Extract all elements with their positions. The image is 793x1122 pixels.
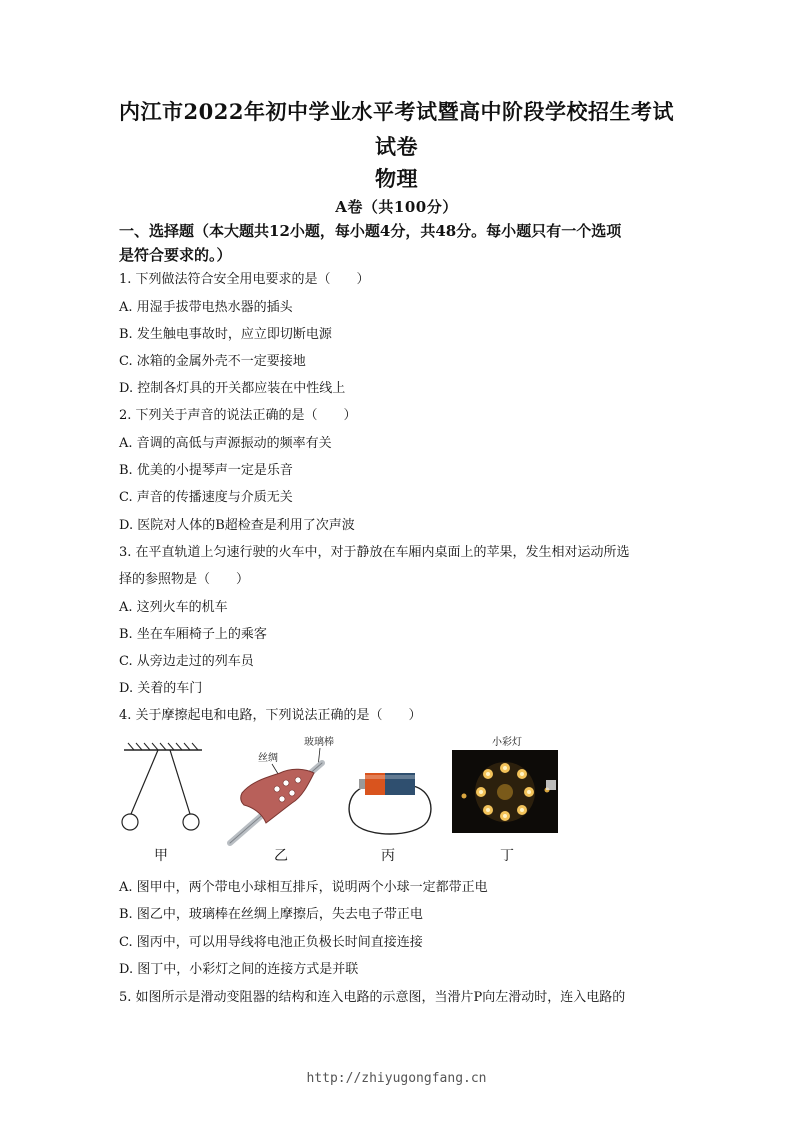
question-4-stem: 4. 关于摩擦起电和电路，下列说法正确的是（ ） bbox=[119, 708, 422, 723]
battery-terminal bbox=[359, 779, 365, 789]
question-1-option-a: A. 用湿手拔带电热水器的插头 bbox=[119, 300, 293, 315]
question-3-option-b: B. 坐在车厢椅子上的乘客 bbox=[119, 627, 267, 642]
question-3-option-a: A. 这列火车的机车 bbox=[119, 600, 228, 615]
question-1-option-d: D. 控制各灯具的开关都应装在中性线上 bbox=[119, 381, 346, 396]
lights-label: 小彩灯 bbox=[492, 737, 522, 748]
question-4-option-b: B. 图乙中，玻璃棒在丝绸上摩擦后，失去电子带正电 bbox=[119, 907, 423, 922]
question-2-stem: 2. 下列关于声音的说法正确的是（ ） bbox=[119, 408, 357, 423]
figure-yi-glass-rod-silk bbox=[222, 733, 347, 848]
right-thread bbox=[170, 750, 190, 814]
question-2-option-d: D. 医院对人体的B超检查是利用了次声波 bbox=[119, 518, 355, 533]
right-ball bbox=[183, 814, 199, 830]
figure-ding-string-lights bbox=[452, 750, 558, 833]
subject-title: 物理 bbox=[375, 166, 418, 191]
figure-caption-ding: 丁 bbox=[500, 848, 514, 864]
question-1-stem: 1. 下列做法符合安全用电要求的是（ ） bbox=[119, 272, 370, 287]
silk-label: 丝绸 bbox=[258, 753, 278, 764]
left-ball bbox=[122, 814, 138, 830]
question-4-option-c: C. 图丙中，可以用导线将电池正负极长时间直接连接 bbox=[119, 935, 423, 950]
section-heading-line2: 是符合要求的。） bbox=[119, 246, 232, 264]
silk-cloth bbox=[241, 769, 314, 823]
question-1-option-c: C. 冰箱的金属外壳不一定要接地 bbox=[119, 354, 306, 369]
footer-url: http://zhiyugongfang.cn bbox=[306, 1071, 487, 1086]
glass-rod-label: 玻璃棒 bbox=[304, 737, 334, 748]
exam-title-line2: 试卷 bbox=[375, 134, 418, 159]
figure-caption-jia: 甲 bbox=[154, 848, 168, 864]
figure-jia-charged-balls bbox=[118, 742, 208, 834]
figure-caption-yi: 乙 bbox=[274, 848, 288, 864]
question-3-option-c: C. 从旁边走过的列车员 bbox=[119, 654, 254, 669]
exam-title-line1: 内江市2022年初中学业水平考试暨高中阶段学校招生考试 bbox=[119, 99, 674, 124]
question-2-option-a: A. 音调的高低与声源振动的频率有关 bbox=[119, 436, 332, 451]
question-2-option-c: C. 声音的传播速度与介质无关 bbox=[119, 490, 293, 505]
question-3-stem-line2: 择的参照物是（ ） bbox=[119, 572, 250, 587]
left-thread bbox=[131, 750, 158, 814]
question-4-option-d: D. 图丁中，小彩灯之间的连接方式是并联 bbox=[119, 962, 359, 977]
question-4-option-a: A. 图甲中，两个带电小球相互排斥，说明两个小球一定都带正电 bbox=[119, 880, 488, 895]
question-2-option-b: B. 优美的小提琴声一定是乐音 bbox=[119, 463, 293, 478]
figure-bing-battery-wire bbox=[343, 762, 438, 840]
question-3-stem-line1: 3. 在平直轨道上匀速行驶的火车中，对于静放在车厢内桌面上的苹果，发生相对运动所选 bbox=[119, 545, 630, 560]
section-heading-line1: 一、选择题（本大题共12小题，每小题4分，共48分。每小题只有一个选项 bbox=[119, 222, 622, 240]
question-3-option-d: D. 关着的车门 bbox=[119, 681, 203, 696]
volume-label: A卷（共100分） bbox=[335, 198, 458, 216]
question-5-stem: 5. 如图所示是滑动变阻器的结构和连入电路的示意图，当滑片P向左滑动时，连入电路的 bbox=[119, 990, 626, 1005]
figure-caption-bing: 丙 bbox=[381, 848, 395, 864]
question-1-option-b: B. 发生触电事故时，应立即切断电源 bbox=[119, 327, 332, 342]
